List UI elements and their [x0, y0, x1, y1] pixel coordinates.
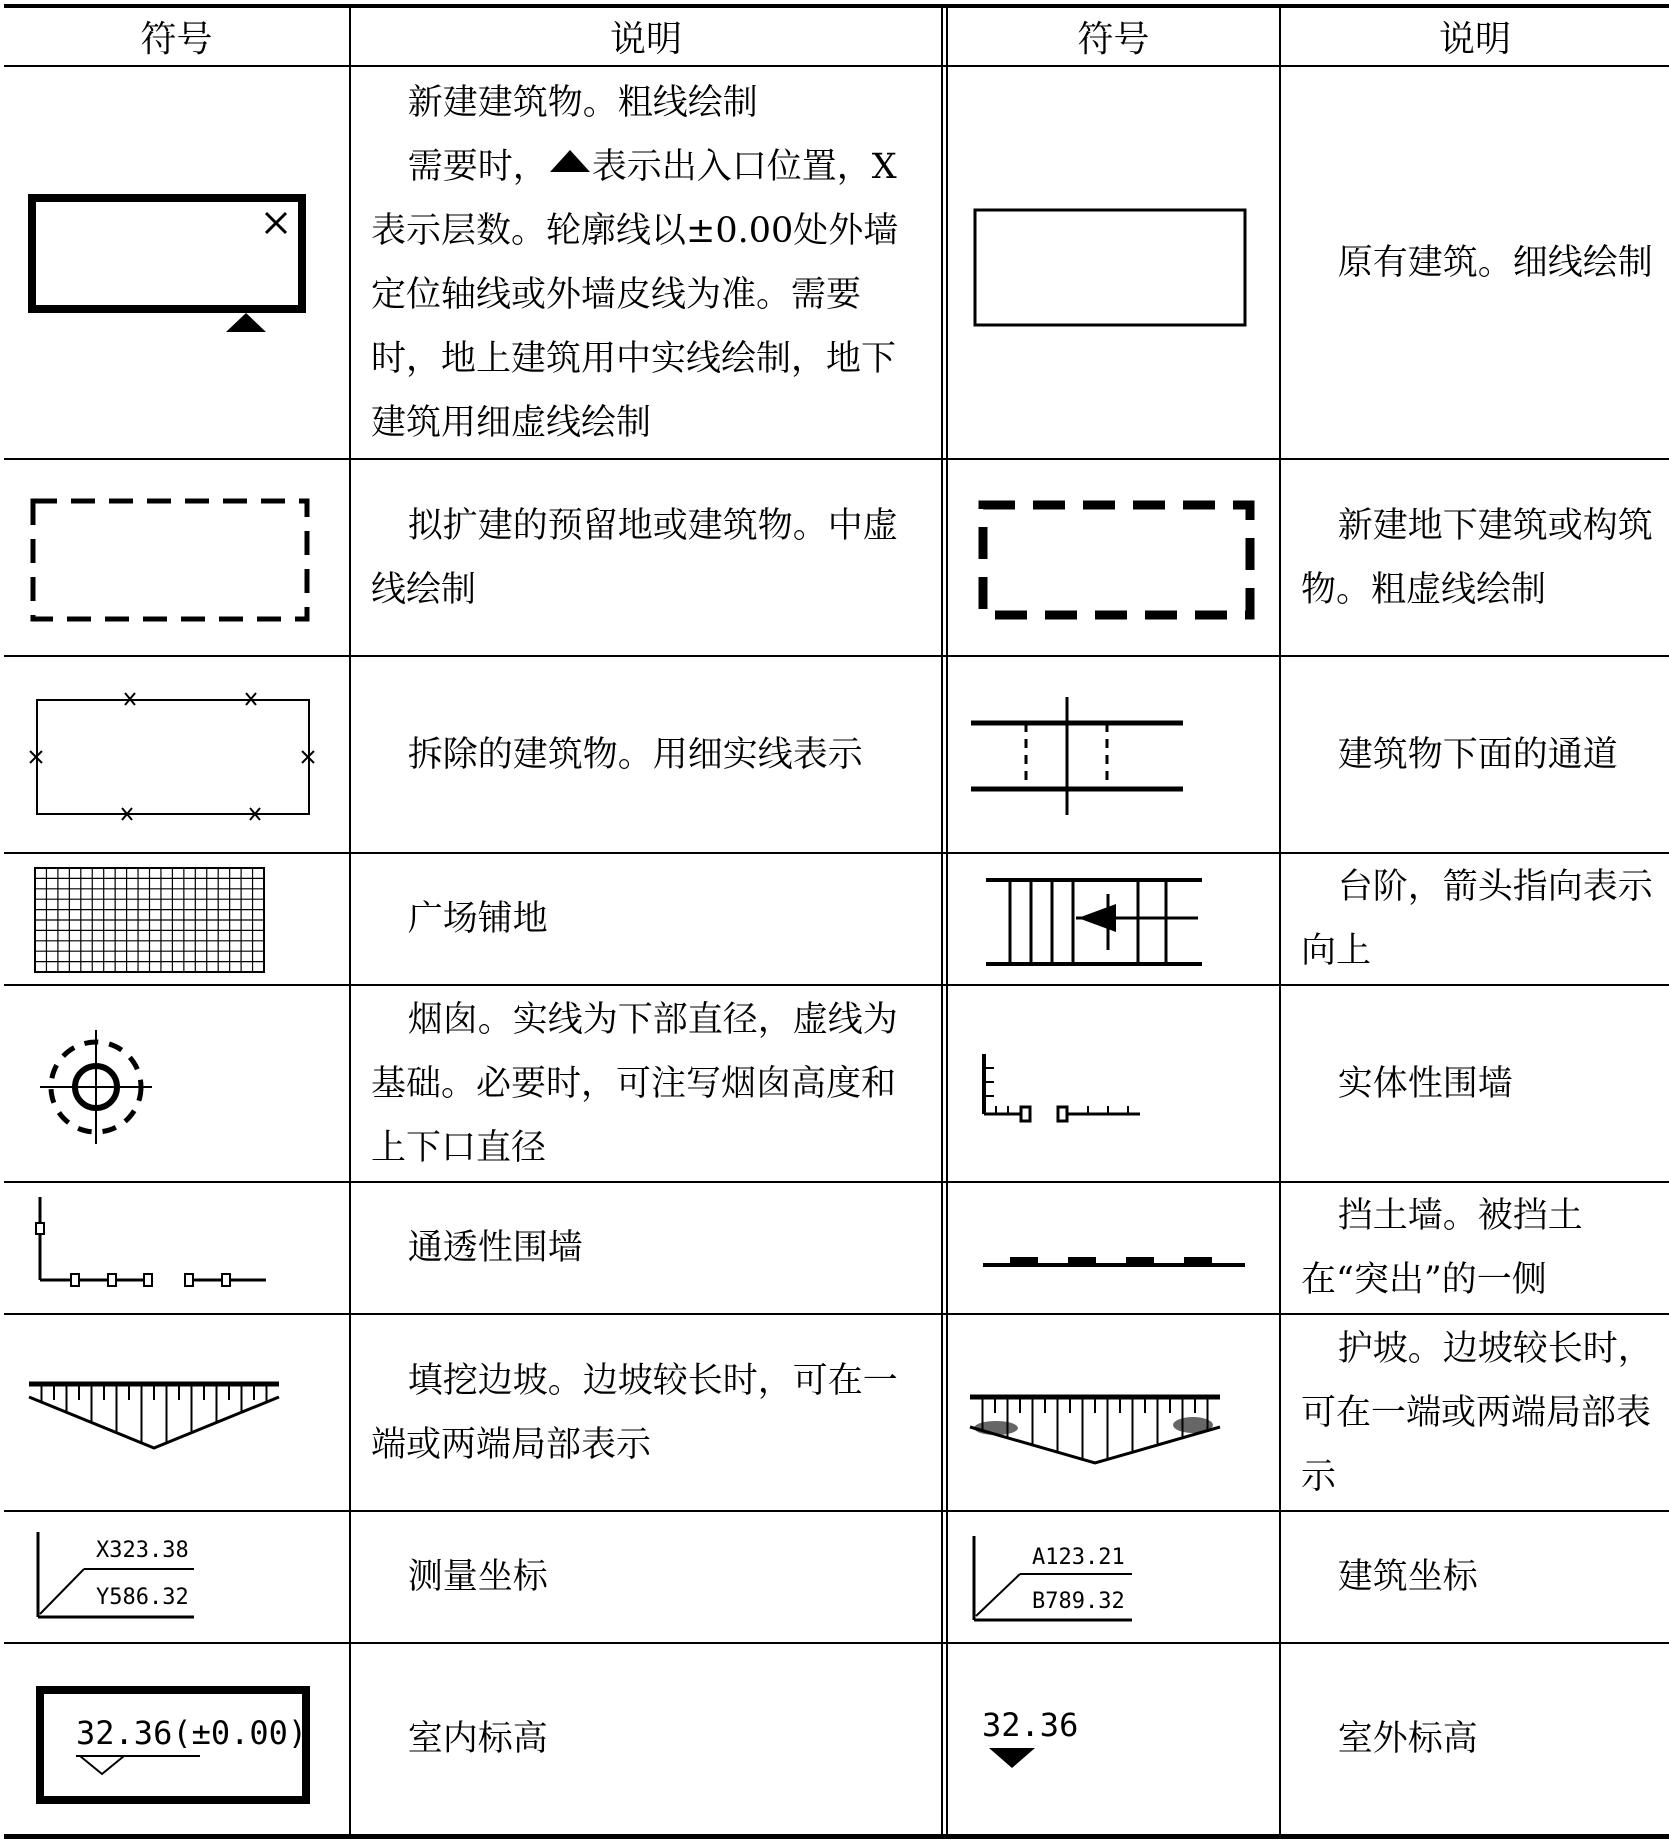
- chimney-icon: [4, 986, 349, 1181]
- header-description-left: 说明: [609, 19, 682, 60]
- demolished-building-desc-text: 拆除的建筑物。用细实线表示: [407, 734, 863, 775]
- cut-fill-slope-desc-text: 填挖边坡。边坡较长时，可在一端或两端局部表示: [371, 1360, 898, 1465]
- outdoor-elevation-desc-text: 室外标高: [1337, 1719, 1478, 1759]
- existing-building-description: [1281, 67, 1669, 458]
- header-symbol-left: 符号: [140, 19, 213, 60]
- outdoor-elevation-icon: [948, 1644, 1279, 1834]
- new-building-icon: [4, 67, 349, 458]
- new-building-description: [351, 67, 941, 458]
- open-fence-desc-text: 通透性围墙: [407, 1228, 583, 1268]
- underground-building-desc-text: 新建地下建筑或构筑物。粗虚线绘制: [1301, 505, 1653, 610]
- existing-building-desc-text: 原有建筑。细线绘制: [1337, 242, 1653, 283]
- passage-under-building-icon: [948, 657, 1279, 852]
- indoor-elevation-icon: [4, 1644, 349, 1834]
- survey-coordinate-desc-text: 测量坐标: [407, 1557, 548, 1597]
- solid-wall-icon: [948, 986, 1279, 1181]
- building-coordinate-desc-text: 建筑坐标: [1337, 1557, 1478, 1597]
- new-building-desc-part2: 表示出入口位置，X表示层数。轮廓线以±0.00处外墙定位轴线或外墙皮线为准。需要时，地上建筑用中实线绘制，地下建筑用细虚线绘制: [371, 146, 899, 443]
- cut-fill-slope-description: [351, 1315, 941, 1510]
- table-bottom-border: [4, 1834, 1669, 1839]
- steps-desc-text: 台阶，箭头指向表示向上: [1301, 867, 1653, 971]
- building-coordinate-description: [1281, 1512, 1669, 1642]
- passage-under-building-description: [1281, 657, 1669, 852]
- header-symbol-right: 符号: [1077, 19, 1150, 60]
- column-divider: [941, 4, 943, 1839]
- underground-building-description: [1281, 460, 1669, 655]
- chimney-desc-text: 烟囱。实线为下部直径，虚线为基础。必要时，可注写烟囱高度和上下口直径: [371, 999, 898, 1168]
- plaza-paving-icon: [4, 854, 349, 984]
- demolished-building-icon: [4, 657, 349, 852]
- survey-coordinate-icon: [4, 1512, 349, 1642]
- entrance-triangle-icon: [550, 150, 590, 172]
- survey-coordinate-description: [351, 1512, 941, 1642]
- new-building-desc-part1: 需要时，: [407, 146, 548, 187]
- open-fence-description: [351, 1183, 941, 1313]
- steps-description: [1281, 854, 1669, 984]
- demolished-building-description: [351, 657, 941, 852]
- retaining-wall-description: [1281, 1183, 1669, 1313]
- solid-wall-description: [1281, 986, 1669, 1181]
- plaza-paving-desc-text: 广场铺地: [407, 899, 548, 939]
- plaza-paving-description: [351, 854, 941, 984]
- slope-protection-desc-text: 护坡。边坡较长时，可在一端或两端局部表示: [1301, 1328, 1653, 1497]
- slope-protection-icon: [948, 1315, 1279, 1510]
- outdoor-elevation-description: [1281, 1644, 1669, 1834]
- planned-expansion-desc-text: 拟扩建的预留地或建筑物。中虚线绘制: [371, 505, 898, 610]
- new-building-desc-line1: 新建建筑物。粗线绘制: [407, 82, 758, 123]
- legend-table: [4, 4, 1669, 1840]
- survey-coordinate-x: X323.38: [96, 1538, 189, 1563]
- planned-expansion-icon: [4, 460, 349, 655]
- indoor-elevation-value: 32.36(±0.00): [76, 1714, 308, 1752]
- existing-building-icon: [948, 67, 1279, 458]
- steps-icon: [948, 854, 1279, 984]
- slope-protection-description: [1281, 1315, 1669, 1510]
- solid-wall-desc-text: 实体性围墙: [1337, 1063, 1513, 1104]
- passage-under-building-desc-text: 建筑物下面的通道: [1337, 734, 1618, 775]
- building-coordinate-icon: [948, 1512, 1279, 1642]
- header-description-right: 说明: [1438, 19, 1511, 60]
- outdoor-elevation-value: 32.36: [982, 1706, 1079, 1744]
- building-coordinate-a: A123.21: [1032, 1545, 1125, 1570]
- indoor-elevation-description: [351, 1644, 941, 1834]
- chimney-description: [351, 986, 941, 1181]
- survey-coordinate-y: Y586.32: [96, 1585, 189, 1610]
- open-fence-icon: [4, 1183, 349, 1313]
- cut-fill-slope-icon: [4, 1315, 349, 1510]
- retaining-wall-icon: [948, 1183, 1279, 1313]
- planned-expansion-description: [351, 460, 941, 655]
- building-coordinate-b: B789.32: [1032, 1589, 1125, 1614]
- indoor-elevation-desc-text: 室内标高: [407, 1719, 548, 1759]
- retaining-wall-desc-text: 挡土墙。被挡土在“突出”的一侧: [1301, 1196, 1583, 1300]
- underground-building-icon: [948, 460, 1279, 655]
